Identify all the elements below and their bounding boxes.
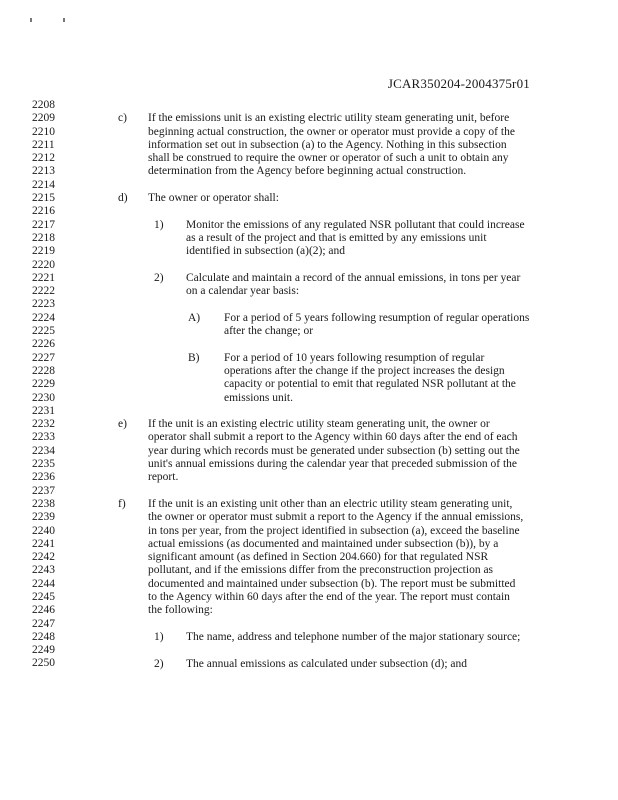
text-line: information set out in subsection (a) to the Agency. Nothing in this subsection bbox=[148, 138, 507, 151]
line-number: 2228 bbox=[32, 364, 55, 377]
line-number: 2236 bbox=[32, 471, 55, 484]
line-number: 2221 bbox=[32, 271, 55, 284]
text-line: year during which records must be generated under subsection (b) setting out the bbox=[148, 444, 520, 457]
text-line: as a result of the project and that is emitted by any emissions unit bbox=[186, 231, 487, 244]
line-number: 2231 bbox=[32, 404, 55, 417]
text-line: beginning actual construction, the owner or operator must provide a copy of the bbox=[148, 125, 515, 138]
line-number: 2215 bbox=[32, 192, 55, 205]
item-label: 1) bbox=[154, 631, 164, 643]
text-line: capacity or potential to emit that regulated NSR pollutant at the bbox=[224, 378, 516, 391]
line-number: 2209 bbox=[32, 112, 55, 125]
scan-artifact-mark bbox=[63, 18, 65, 22]
item-label: 1) bbox=[154, 218, 164, 231]
subsection-label: c) bbox=[118, 112, 127, 125]
item-text bbox=[186, 272, 566, 299]
subsection-text bbox=[148, 498, 568, 618]
line-number: 2250 bbox=[32, 657, 55, 670]
item-label: 2) bbox=[154, 271, 164, 284]
line-number: 2232 bbox=[32, 418, 55, 431]
text-line: pollutant, and if the emissions differ from the preconstruction projection as bbox=[148, 564, 494, 577]
text-line: actual emissions (as documented and maintained under subsection (b)), by a bbox=[148, 537, 499, 550]
text-line: Calculate and maintain a record of the annual emissions, in tons per year bbox=[186, 271, 521, 284]
line-number: 2227 bbox=[32, 351, 55, 364]
line-number: 2243 bbox=[32, 564, 55, 577]
line-number: 2224 bbox=[32, 311, 55, 324]
text-line: significant amount (as defined in Section 204.660) for that regulated NSR bbox=[148, 551, 489, 564]
text-line: If the unit is an existing electric utility steam generating unit, the owner or bbox=[148, 418, 490, 431]
line-number: 2242 bbox=[32, 551, 55, 564]
text-line: The owner or operator shall: bbox=[148, 192, 279, 205]
line-number: 2226 bbox=[32, 338, 55, 351]
item-label: 2) bbox=[154, 657, 164, 670]
subsection-label: d) bbox=[118, 192, 128, 205]
text-line: Monitor the emissions of any regulated NSR pollutant that could increase bbox=[186, 218, 525, 231]
text-line: operations after the change if the project increases the design bbox=[224, 364, 505, 377]
line-number: 2248 bbox=[32, 630, 55, 643]
clause-label: A) bbox=[188, 311, 201, 324]
text-line: For a period of 5 years following resumption of regular operations bbox=[224, 311, 530, 324]
line-number: 2211 bbox=[32, 138, 55, 151]
subsection-label: e) bbox=[118, 418, 127, 431]
line-number: 2249 bbox=[32, 644, 55, 657]
line-number: 2240 bbox=[32, 524, 55, 537]
clause-text bbox=[224, 312, 564, 339]
text-line: unit's annual emissions during the calendar year that preceded submission of the bbox=[148, 458, 518, 471]
line-number: 2245 bbox=[32, 590, 55, 603]
line-number: 2210 bbox=[32, 125, 55, 138]
text-line: documented and maintained under subsection (b). The report must be submitted bbox=[148, 577, 516, 590]
line-number: 2218 bbox=[32, 231, 55, 244]
line-number: 2241 bbox=[32, 537, 55, 550]
text-line: If the unit is an existing unit other than an electric utility steam generating unit, bbox=[148, 498, 513, 510]
scan-artifact-mark bbox=[30, 18, 32, 22]
text-line: emissions unit. bbox=[224, 391, 294, 404]
text-line: For a period of 10 years following resumption of regular bbox=[224, 351, 485, 364]
document-id-header: JCAR350204-2004375r01 bbox=[387, 76, 530, 91]
line-number: 2220 bbox=[32, 258, 55, 271]
clause-label: B) bbox=[188, 351, 200, 364]
line-number: 2247 bbox=[32, 617, 55, 630]
line-number: 2234 bbox=[32, 444, 55, 457]
text-line: after the change; or bbox=[224, 325, 314, 338]
text-line: shall be construed to require the owner or operator of such a unit to obtain any bbox=[148, 152, 509, 165]
line-number: 2223 bbox=[32, 298, 55, 311]
line-number: 2244 bbox=[32, 577, 55, 590]
line-number: 2239 bbox=[32, 511, 55, 524]
line-number: 2238 bbox=[32, 497, 55, 510]
text-line: operator shall submit a report to the Agency within 60 days after the end of each bbox=[148, 431, 518, 444]
text-line: report. bbox=[148, 471, 179, 484]
clause-text bbox=[224, 352, 564, 405]
item-text bbox=[186, 219, 566, 259]
text-line: in tons per year, from the project identified in subsection (a), exceed the baseline bbox=[148, 524, 520, 537]
text-line: the owner or operator must submit a report to the Agency if the annual emissions, bbox=[148, 511, 524, 524]
line-number: 2235 bbox=[32, 458, 55, 471]
text-line: on a calendar year basis: bbox=[186, 285, 300, 298]
line-number: 2229 bbox=[32, 378, 55, 391]
text-line: to the Agency within 60 days after the end of the year. The report must contain bbox=[148, 591, 510, 604]
line-number: 2233 bbox=[32, 431, 55, 444]
line-number-column bbox=[32, 99, 72, 671]
subsection-text bbox=[148, 192, 568, 205]
line-number: 2237 bbox=[32, 484, 55, 497]
line-number: 2246 bbox=[32, 604, 55, 617]
line-number: 2213 bbox=[32, 165, 55, 178]
subsection-text bbox=[148, 418, 568, 484]
item-text bbox=[186, 658, 566, 671]
subsection-label: f) bbox=[118, 498, 126, 510]
line-number: 2208 bbox=[32, 99, 55, 111]
item-text bbox=[186, 631, 566, 644]
text-line: The name, address and telephone number of the major stationary source; bbox=[186, 631, 521, 643]
line-number: 2216 bbox=[32, 205, 55, 218]
line-number: 2222 bbox=[32, 285, 55, 298]
text-line: determination from the Agency before beginning actual construction. bbox=[148, 165, 467, 178]
text-line: The annual emissions as calculated under subsection (d); and bbox=[186, 657, 468, 670]
text-line: identified in subsection (a)(2); and bbox=[186, 245, 346, 258]
line-number: 2225 bbox=[32, 325, 55, 338]
line-number: 2217 bbox=[32, 218, 55, 231]
text-line: the following: bbox=[148, 604, 213, 617]
line-number: 2214 bbox=[32, 178, 55, 191]
text-line: If the emissions unit is an existing electric utility steam generating unit, before bbox=[148, 112, 510, 125]
subsection-text bbox=[148, 112, 568, 178]
line-number: 2212 bbox=[32, 152, 55, 165]
line-number: 2219 bbox=[32, 245, 55, 258]
line-number: 2230 bbox=[32, 391, 55, 404]
